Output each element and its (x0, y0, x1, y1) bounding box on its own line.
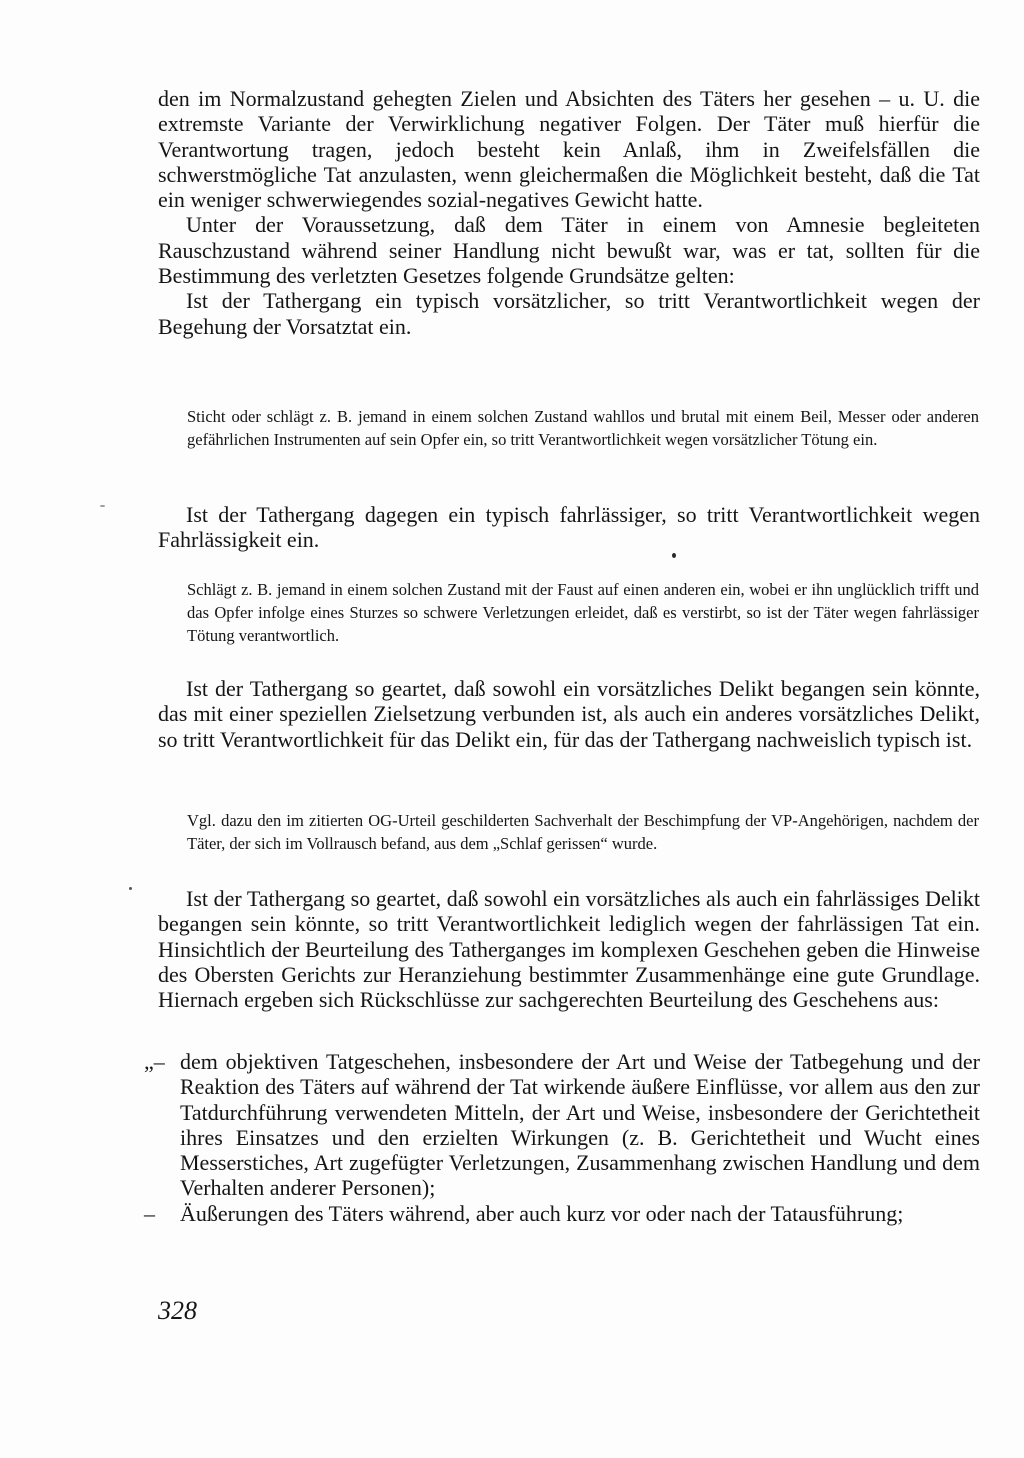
example-note-3 (187, 809, 979, 855)
paragraph-3: Ist der Tathergang ein typisch vorsätzlicher, so tritt Verantwortlichkeit wegen der Begehung der Vorsatztat ein. (158, 288, 980, 339)
paragraph-continuation (158, 86, 980, 339)
scan-speck (672, 553, 676, 558)
list-marker-1: „– (144, 1049, 165, 1074)
paragraph-4: Ist der Tathergang dagegen ein typisch fahrlässiger, so tritt Verantwortlichkeit wegen Fahrlässigkeit ein. (158, 502, 980, 553)
scan-speck (129, 887, 132, 890)
example-note-2 (187, 578, 979, 647)
paragraph-6: Ist der Tathergang so geartet, daß sowohl ein vorsätzliches als auch ein fahrlässiges Delikt begangen sein könnte, so tritt Verantwortlichkeit lediglich wegen der fahrlässigen Tat ein. Hinsichtlich der Beurteilung des Tatherganges im komplexen Geschehen geben die Hinweise des Obersten Gerichts zur Heranziehung bestimmter Zusammenhänge eine gute Grundlage. Hiernach ergeben sich Rückschlüsse zur sachgerechten Beurteilung des Geschehens aus: (158, 886, 980, 1013)
note-3-text: Vgl. dazu den im zitierten OG-Urteil geschilderten Sachverhalt der Beschimpfung der VP-Angehörigen, nachdem der Täter, der sich im Vollrausch befand, aus dem „Schlaf gerissen“ wurde. (187, 811, 979, 853)
example-note-1 (187, 405, 979, 451)
list-marker-2: – (144, 1200, 155, 1226)
scan-speck (100, 505, 105, 507)
note-2-text: Schlägt z. B. jemand in einem solchen Zustand mit der Faust auf einen anderen ein, wobei er ihn unglücklich trifft und das Opfer infolge eines Sturzes so schwere Verletzungen erleidet, daß es verstirbt, so ist der Täter wegen fahrlässiger Tötung verantwortlich. (187, 580, 979, 645)
list-item-2 (144, 1200, 980, 1226)
paragraph-block-4 (158, 886, 980, 1012)
paragraph-block-2 (158, 502, 980, 553)
page-number: 328 (158, 1296, 197, 1325)
list-item-1-text: dem objektiven Tatgeschehen, insbesondere der Art und Weise der Tatbegehung und der Reaktion des Täters auf während der Tat wirkende äußere Einflüsse, vor allem aus den zur Tatdurchführung verwendeten Mitteln, der Art und Weise, insbesondere der Gerichtetheit ihres Einsatzes und den erzielten Wirkungen (z. B. Gerichtetheit und Wucht eines Messerstiches, Art zugefügter Verletzungen, Zusammenhang zwischen Handlung und dem Verhalten anderer Personen); (180, 1049, 980, 1201)
paragraph-block-3 (158, 676, 980, 752)
paragraph-5: Ist der Tathergang so geartet, daß sowohl ein vorsätzliches Delikt begangen sein könnte, das mit einer speziellen Zielsetzung verbunden ist, als auch ein anderes vorsätzliches Delikt, so tritt Verantwortlichkeit für das Delikt ein, für das der Tathergang nachweislich typisch ist. (158, 676, 980, 752)
list-item-1 (144, 1049, 980, 1201)
list-item-2-text: Äußerungen des Täters während, aber auch kurz vor oder nach der Tatausführung; (180, 1200, 904, 1226)
paragraph-2: Unter der Voraussetzung, daß dem Täter in einem von Amnesie begleiteten Rauschzustand während seiner Handlung nicht bewußt war, was er tat, sollten für die Bestimmung des verletzten Gesetzes folgende Grundsätze gelten: (158, 212, 980, 289)
criteria-list (144, 1049, 980, 1226)
note-1-text: Sticht oder schlägt z. B. jemand in einem solchen Zustand wahllos und brutal mit einem Beil, Messer oder anderen gefährlichen Instrumenten auf sein Opfer ein, so tritt Verantwortlichkeit wegen vorsätzlicher Tötung ein. (187, 407, 979, 449)
paragraph-1: den im Normalzustand gehegten Zielen und Absichten des Täters her gesehen – u. U. die extremste Variante der Verwirklichung negativer Folgen. Der Täter muß hierfür die Verantwortung tragen, jedoch besteht kein Anlaß, ihm in Zweifelsfällen die schwerstmögliche Tat anzulasten, wenn gleichermaßen die Möglichkeit besteht, daß die Tat ein weniger schwerwiegendes sozial-negatives Gewicht hatte. (158, 86, 980, 213)
